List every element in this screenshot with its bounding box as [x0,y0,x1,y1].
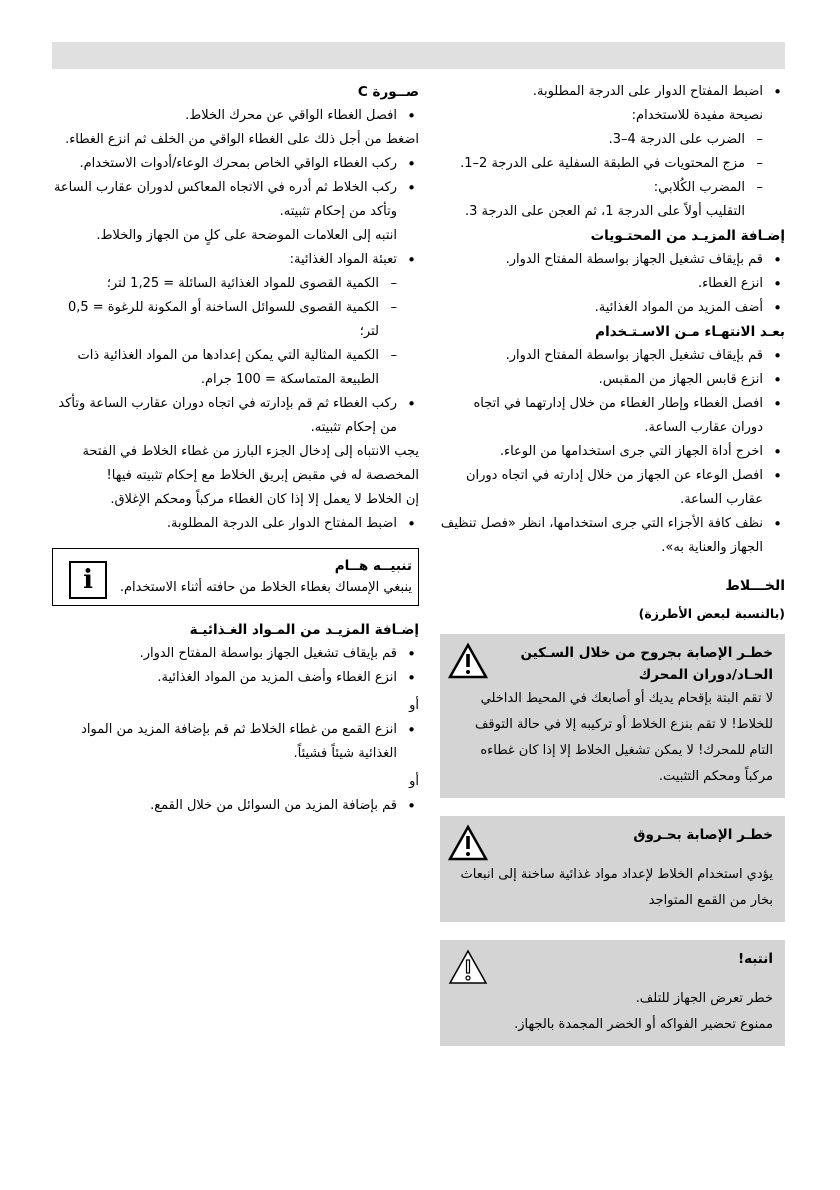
list-item: • ركب الخلاط ثم أدره في الاتجاه المعاكس لدوران عقارب الساعة وتأكد من إحكام تثبيته. [52,176,419,224]
notice-content [107,555,412,599]
warning-text: يؤدي استخدام الخلاط لإعداد مواد غذائية ساخنة إلى انبعاث بخار من القمع المتواجد [460,867,773,908]
or-text: أو [409,774,419,789]
caution-text: ممنوع تحضير الفواكه أو الخضر المجمدة بالجهاز. [514,1017,773,1032]
note-text: اضغط من أجل ذلك على الغطاء الواقي من الخلف ثم انزع الغطاء. [65,132,419,147]
list-item: • قم بإيقاف تشغيل الجهاز بواسطة المفتاح الدوار. [440,344,785,368]
notice-text: ينبغي الإمساك بغطاء الخلاط من حافته أثناء الاستخدام. [119,580,412,595]
list-item: • اخرج أداة الجهاز التي جرى استخدامها من الوعاء. [440,440,785,464]
add-list [440,248,785,320]
note-text: يجب الانتباه إلى إدخال الجزء البارز من غطاء الخلاط في الفتحة المخصصة له في مقبض إبريق الخلاط مع إحكام تثبيته فيها! [82,444,419,483]
after-list [440,344,785,560]
info-icon: i [69,561,107,599]
list-item: • ركب الغطاء ثم قم بإدارته في اتجاه دوران عقارب الساعة وتأكد من إحكام تثبيته. [52,392,419,440]
list-item: • قم بإيقاف تشغيل الجهاز بواسطة المفتاح الدوار. [440,248,785,272]
list-item: • نظف كافة الأجزاء التي جرى استخدامها، انظر «فصل تنظيف الجهاز والعناية به». [440,512,785,560]
caution-triangle-icon [448,948,488,986]
dash-item: – الضرب على الدرجة 4–3. [440,128,785,152]
steps-list [52,512,419,536]
caution-title: انتبه! [737,951,773,967]
warning-box-burn [440,816,785,922]
caution-text: خطر تعرض الجهاز للتلف. [635,991,773,1006]
warning-triangle-icon [448,642,488,680]
left-column [52,80,419,818]
list-item: • قم بإيقاف تشغيل الجهاز بواسطة المفتاح الدوار. [52,642,419,666]
list-item: • انزع الغطاء وأضف المزيد من المواد الغذائية. [52,666,419,690]
top-list [440,80,785,104]
or-text: أو [409,698,419,713]
steps-list [52,152,419,224]
list-item: • افصل الغطاء الواقي عن محرك الخلاط. [52,104,419,128]
warning-title: خطـر الإصابة بحـروق [633,827,773,843]
dash-item: – مزج المحتويات في الطبقة السفلية على الدرجة 2–1. [440,152,785,176]
list-item: • انزع القمع من غطاء الخلاط ثم قم بإضافة المزيد من المواد الغذائية شيئاً فشيئاً. [52,718,419,766]
steps-list [52,248,419,440]
dash-item: – الكمية المثالية التي يمكن إعدادها من المواد الغذائية ذات الطبيعة المتماسكة = 100 جرام. [52,344,419,392]
tip-title: نصيحة مفيدة للاستخدام: [631,108,763,123]
list-item: • افصل الوعاء عن الجهاز من خلال إدارته في اتجاه دوران عقارب الساعة. [440,464,785,512]
caution-box [440,940,785,1046]
note-text: إن الخلاط لا يعمل إلا إذا كان الغطاء مركباً ومحكم الإغلاق. [110,492,419,507]
section-heading: إضـافة المزيـد من المحتـويات [590,228,785,244]
dash-item: – المضرب الكُلابي: [440,176,785,200]
list-item: • قم بإضافة المزيد من السوائل من خلال القمع. [52,794,419,818]
list-item: • اضبط المفتاح الدوار على الدرجة المطلوبة. [52,512,419,536]
blender-subheading: (بالنسبة لبعض الأطرزة) [638,606,785,621]
tip-list [440,128,785,200]
list-item: • افصل الغطاء وإطار الغطاء من خلال إدارتهما في اتجاه دوران عقارب الساعة. [440,392,785,440]
steps-list [52,104,419,128]
list-item: • انزع الغطاء. [440,272,785,296]
list-item: • انزع قابس الجهاز من المقبس. [440,368,785,392]
list-item: • ركب الغطاء الواقي الخاص بمحرك الوعاء/أدوات الاستخدام. [52,152,419,176]
note-text: انتبه إلى العلامات الموضحة على كلٍ من الجهاز والخلاط. [96,228,397,243]
add-list [52,642,419,690]
important-notice-box [52,548,419,606]
tip-last: التقليب أولاً على الدرجة 1، ثم العجن على الدرجة 3. [464,204,745,219]
notice-title: تنبيــه هــام [334,558,412,574]
right-column [440,80,785,1046]
list-item: • أضف المزيد من المواد الغذائية. [440,296,785,320]
warning-title: خطـر الإصابة بجروح من خلال السـكين الحـاد/دوران المحرك [520,645,773,683]
list-item: • تعبئة المواد الغذائية: [52,248,419,272]
list-item: • اضبط المفتاح الدوار على الدرجة المطلوبة. [440,80,785,104]
add-list [52,718,419,766]
dash-item: – الكمية القصوى للسوائل الساخنة أو المكونة للرغوة = 0,5 لتر؛ [52,296,419,344]
figure-heading: صــورة C [357,84,419,100]
section-heading: بعـد الانتهـاء مـن الاسـتـخدام [595,324,785,340]
warning-text: لا تقم البتة بإقحام يديك أو أصابعك في المحيط الداخلي للخلاط! لا تقم بنزع الخلاط أو تركيبه إلا في حالة التوقف التام للمحرك! لا يمكن تشغيل الخلاط إلا إذا كان غطاءه مركباً ومحكم التثبيت. [474,691,773,784]
dash-item: – الكمية القصوى للمواد الغذائية السائلة = 1,25 لتر؛ [52,272,419,296]
header-bar [52,42,785,69]
section-heading: إضـافة المزيـد من المـواد الغـذائيـة [189,622,419,638]
warning-box-cut [440,634,785,798]
warning-triangle-icon [448,824,488,862]
add-list [52,794,419,818]
blender-heading: الخـــلاط [725,578,785,594]
